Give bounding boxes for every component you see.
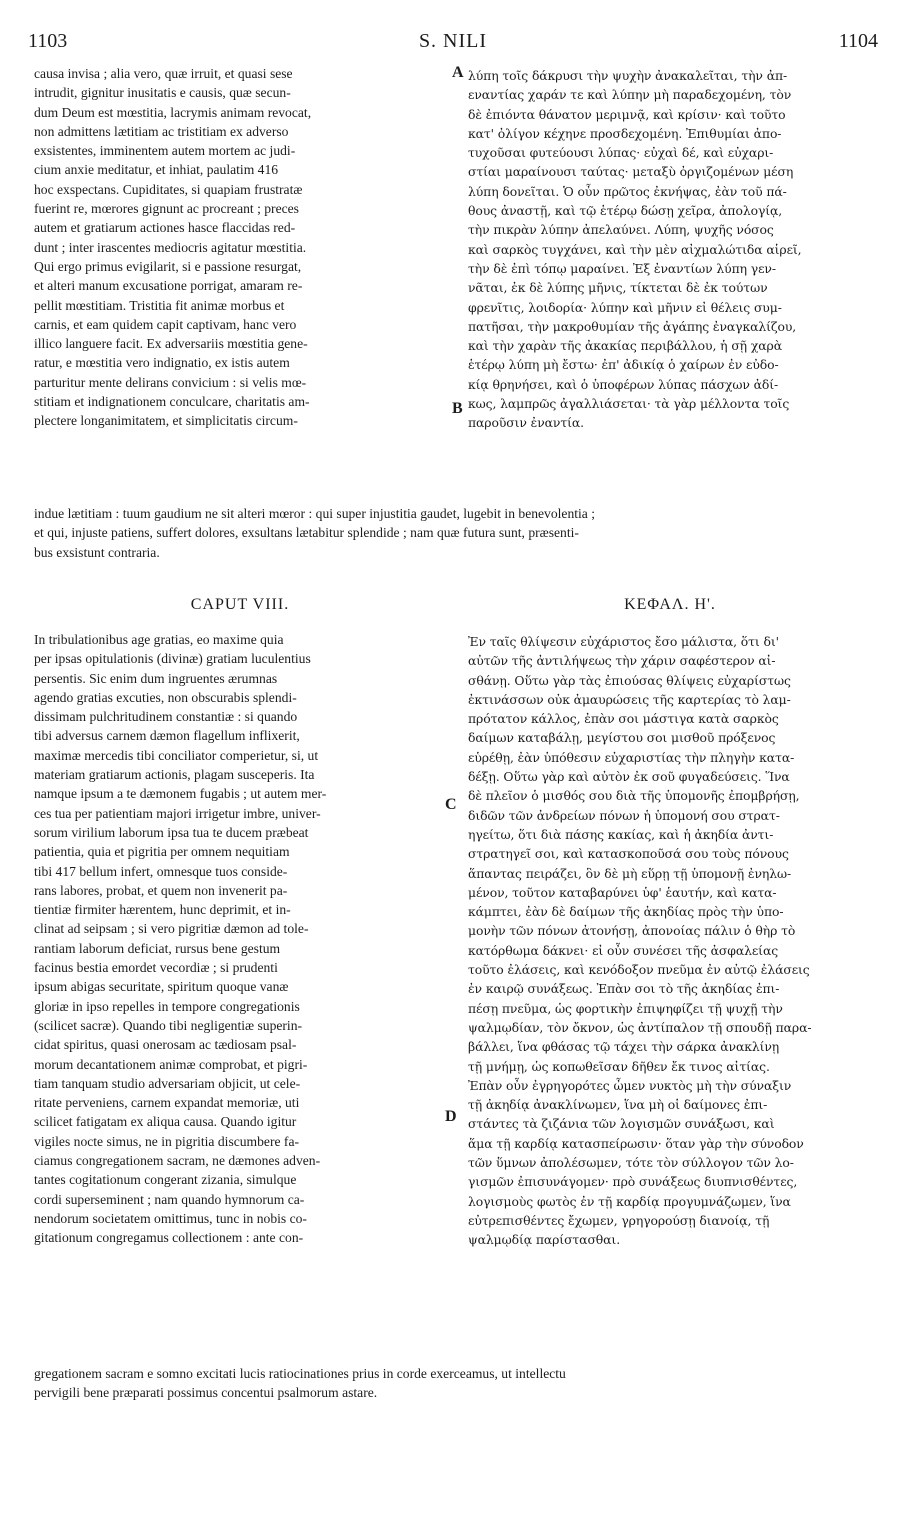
text-line: καὶ σαρκὸς τυγχάνει, καὶ τὴν μὲν αἰχμαλώτιδα αἱρεῖ,	[468, 241, 802, 257]
text-line: morum decantationem animæ comprobat, et pigri-	[34, 1056, 308, 1072]
text-line: γισμῶν ἐπισυνάγομεν· πρὸ συνάξεως διυπνισθέντες,	[468, 1174, 798, 1190]
text-line: dissimam pulchritudinem constantiæ : si quando	[34, 709, 298, 725]
text-line: cium anxie meditatur, et inhiat, paulatim 416	[34, 162, 279, 178]
text-line: gitationum congregamus collectionem : ante con-	[34, 1230, 304, 1246]
text-line: cidat spiritus, quasi onerosam ac tædiosam psal-	[34, 1037, 297, 1053]
text-line: ces tua per patientiam majori irrigetur imbre, univer-	[34, 805, 321, 821]
full-width-text-1	[34, 504, 874, 562]
text-line: κατ' ὀλίγον κέχηνε προσδεχομένη. Ἐπιθυμίαι ἀπο-	[468, 125, 782, 141]
text-line: στίαι μαραίνουσι ταύτας· μεταξὺ ὀργιζομένων μέση	[468, 164, 794, 180]
text-line: τῇ ἀκηδίᾳ ἀνακλίνωμεν, ἵνα μὴ οἱ δαίμονες ἐπι-	[468, 1097, 768, 1113]
text-line: namque ipsum a te dæmonem fugabis ; ut autem mer-	[34, 786, 327, 802]
text-line: dunt ; inter irascentes mediocris agitatur mœstitia.	[34, 239, 307, 255]
text-line: τοῦτο ἐλάσεις, καὶ κενόδοξον πνεῦμα ἐν αὐτῷ ἐλάσεις	[468, 962, 810, 978]
text-line: et alteri manum excusatione porrigat, amaram re-	[34, 278, 303, 294]
text-line: τυχοῦσαι φυτεύουσι λύπας· εὐχαὶ δέ, καὶ εὐχαρι-	[468, 145, 774, 161]
text-line: δέξῃ. Οὕτω γὰρ καὶ αὐτὸν ἐκ σοῦ φυγαδεύσεις. Ἵνα	[468, 769, 790, 785]
text-line: τῇ μνήμῃ, ὡς κοπωθεῖσαν δῆθεν ἔκ τινος αἰτίας.	[468, 1058, 770, 1074]
text-line: bus exsistunt contraria.	[34, 544, 160, 560]
text-line: clinat ad seipsam ; si vero pigritiæ dæmon ad tole-	[34, 921, 309, 937]
text-line: parturitur mente delirans convicium : si velis mœ-	[34, 374, 307, 390]
text-line: θους ἀναστῇ, καὶ τῷ ἑτέρῳ δώσῃ χεῖρα, ἀπολογίᾳ,	[468, 203, 783, 219]
text-line: ἅπαντας πειράζει, ὃν δὲ μὴ εὕρῃ τῇ ὑπομονῇ ἐνηλω-	[468, 865, 792, 881]
text-line: κατόρθωμα δάκνει· εἰ οὖν συνέσει τῆς ἀσφαλείας	[468, 942, 779, 958]
text-line: εναντίας χαράν τε καὶ λύπην μὴ παραδεχομένη, τὸν	[468, 87, 792, 103]
text-line: τὴν δὲ ἐπὶ τόπῳ μαραίνει. Ἐξ ἐναντίων λύπη γεν-	[468, 260, 776, 276]
margin-letter-a: A	[452, 64, 464, 81]
text-line: gloriæ in ipso repelles in tempore congregationis	[34, 998, 300, 1014]
text-line: patientia, quia et pigritia per omnem nequitiam	[34, 844, 290, 860]
text-line: ψαλμῳδίαν, τὸν ὄκνον, ὡς ἀντίπαλον τῇ σπουδῇ παρα-	[468, 1019, 812, 1035]
text-line: illico languere facit. Ex adversariis mœstitia gene-	[34, 336, 308, 352]
margin-letter-c: C	[445, 796, 457, 813]
text-line: ψαλμῳδίᾳ παρίστασθαι.	[468, 1232, 621, 1248]
text-line: εὐτρεπισθέντες ἔχωμεν, γρηγορούσῃ διανοίᾳ, τῇ	[468, 1212, 770, 1228]
text-line: rans labores, probat, et quem non invenerit pa-	[34, 882, 288, 898]
text-line: πέσῃ πνεῦμα, ὡς φορτικὴν ἐπιψηφίζει τῇ ψυχῇ τὴν	[468, 1000, 783, 1016]
text-line: ἐν καιρῷ συνάξεως. Ἐπὰν σοι τὸ τῆς ἀκηδίας ἐπι-	[468, 981, 780, 997]
text-line: tientiæ firmiter hærentem, hunc deprimit, et in-	[34, 902, 291, 918]
text-line: αὐτῶν τῆς ἀντιλήψεως τὴν χάριν σαφέστερον αἰ-	[468, 653, 776, 669]
text-line: hoc exspectans. Cupiditates, si quapiam frustratæ	[34, 181, 303, 197]
text-line: λύπη τοῖς δάκρυσι τὴν ψυχὴν ἀνακαλεῖται, τὴν ἀπ-	[468, 68, 788, 83]
text-line: non admittens lætitiam ac tristitiam ex adverso	[34, 123, 289, 139]
text-line: intrudit, gignitur inusitatis e causis, quæ secun-	[34, 85, 291, 101]
text-line: materiam gratiarum actionis, plagam susceperis. Ita	[34, 767, 315, 783]
running-title: S. NILI	[418, 30, 488, 52]
page-number-right: 1104	[838, 30, 878, 52]
text-line: rantiam laborum deficiat, rursus bene gestum	[34, 940, 281, 956]
text-line: dum Deum est mœstitia, lacrymis animam revocat,	[34, 104, 312, 120]
text-line: δὲ ἐπιόντα θάνατον μεριμνᾷ, καὶ κρίσιν· καὶ τοῦτο	[468, 106, 786, 122]
text-line: στρατηγεῖ σοι, καὶ κατασκοποῦσά σου τοὺς πόνους	[468, 846, 789, 862]
text-line: agendo gratias excuties, non obscurabis splendi-	[34, 689, 297, 705]
text-line: facinus bestia emordet vecordiæ ; si prudenti	[34, 960, 278, 976]
greek-column-2	[468, 632, 872, 1250]
text-line: παροῦσιν ἐναντία.	[468, 415, 584, 431]
text-line: φρενῖτις, λοιδορία· λύπην καὶ μῆνιν εἰ θέλεις συμ-	[468, 299, 782, 315]
text-line: κίᾳ θρηνήσει, καὶ ὁ ὑποφέρων λύπας πάσχων ἀδί-	[468, 376, 779, 392]
text-line: Ἐν ταῖς θλίψεσιν εὐχάριστος ἔσο μάλιστα, ὅτι δι'	[468, 634, 779, 649]
margin-letter-b: B	[452, 400, 463, 417]
full-width-text-2	[34, 1364, 874, 1403]
page-number-left: 1103	[28, 30, 68, 52]
text-line: ipsum abigas securitate, spiritum quoque vanæ	[34, 979, 289, 995]
latin-column-1	[34, 64, 446, 431]
text-line: tantes cogitationum congerant zizania, simulque	[34, 1172, 297, 1188]
text-line: ritate perveniens, carnem expandat memoriæ, uti	[34, 1095, 300, 1111]
text-line: ratur, e mœstitia vero indignatio, ex istis autem	[34, 355, 290, 371]
text-line: βάλλει, ἵνα φθάσας τῷ τάχει τὴν σάρκα ἀνακλίνῃ	[468, 1039, 780, 1055]
text-line: Ἐπὰν οὖν ἐγρηγορότες ὦμεν νυκτὸς μὴ τὴν σύναξιν	[468, 1077, 792, 1093]
page-header	[28, 30, 878, 60]
text-line: ciamus congregationem sacram, ne dæmones adven-	[34, 1153, 321, 1169]
text-line: per ipsas opitulationis (divinæ) gratiam luculentius	[34, 651, 311, 667]
latin-column-2	[34, 630, 446, 1248]
text-line: vigiles nocte simus, ne in pigritia discumbere fa-	[34, 1133, 300, 1149]
text-line: sorum virilium laborum ipsa tua te ducem præbeat	[34, 824, 309, 840]
text-line: pervigili bene præparati possimus concentui psalmorum astare.	[34, 1385, 378, 1401]
text-line: μένον, τοῦτον καταβαρύνει ὑφ' ἑαυτήν, καὶ κατα-	[468, 884, 777, 900]
text-line: tiam tanquam studio adversariam objicit, ut cele-	[34, 1075, 301, 1091]
text-line: stitiam et indignationem conculcare, charitatis am-	[34, 394, 310, 410]
text-line: scilicet fatigatam ex aliqua causa. Quando igitur	[34, 1114, 297, 1130]
text-line: plectere longanimitatem, et simplicitatis circum-	[34, 413, 298, 429]
text-line: tibi 417 bellum infert, omnesque tuos conside-	[34, 863, 288, 879]
text-line: λογισμοὺς φωτὸς ἐν τῇ καρδίᾳ προγυμνάζωμεν, ἵνα	[468, 1193, 791, 1209]
text-line: στάντες τὰ ζιζάνια τῶν λογισμῶν συνάξωσι, καὶ	[468, 1116, 775, 1132]
latin-chapter-title: CAPUT VIII.	[190, 596, 290, 613]
text-line: persentis. Sic enim dum ingruentes ærumnas	[34, 670, 278, 686]
text-line: et qui, injuste patiens, suffert dolores, exsultans lætabitur splendide ; nam quæ futura sunt, præsenti-	[34, 525, 579, 541]
text-line: τὴν πικρὰν λύπην ἀπελαύνει. Λύπη, ψυχῆς νόσος	[468, 222, 774, 238]
text-line: indue lætitiam : tuum gaudium ne sit alteri mœror : qui super injustitia gaudet, lugebit in benevolentia ;	[34, 506, 596, 521]
greek-chapter-title: ΚΕΦΑΛ. Η'.	[624, 596, 716, 613]
text-line: Qui ergo primus evigilarit, si e passione resurgat,	[34, 258, 302, 274]
greek-column-1	[468, 66, 872, 433]
text-line: pellit mœstitiam. Tristitia fit animæ morbus et	[34, 297, 285, 313]
text-line: νᾶται, ἐκ δὲ λύπης μῆνις, τίκτεται δὲ ἐκ τούτων	[468, 280, 768, 296]
text-line: tibi adversus carnem dæmon flagellum inflixerit,	[34, 728, 300, 744]
text-line: causa invisa ; alia vero, quæ irruit, et quasi sese	[34, 66, 293, 81]
margin-letter-d: D	[445, 1108, 457, 1125]
text-line: autem et gratiarum actiones hasce flaccidas red-	[34, 220, 296, 236]
text-line: nendorum societatem omittimus, tunc in nobis co-	[34, 1210, 307, 1226]
text-line: (scilicet sacræ). Quando tibi negligentiæ superin-	[34, 1017, 303, 1033]
text-line: ἐκτινάσσων οὐκ ἀμαυρώσεις τῆς καρτερίας τὸ λαμ-	[468, 691, 791, 707]
text-line: gregationem sacram e somno excitati lucis ratiocinationes prius in corde exerceamus, ut intellectu	[34, 1366, 566, 1381]
text-line: ηγείτω, ὅτι διὰ πάσης κακίας, καὶ ἡ ἀκηδία ἀντι-	[468, 826, 774, 842]
text-line: ἅμα τῇ καρδίᾳ κατασπείρωσιν· ὅταν γὰρ τὴν σύνοδον	[468, 1135, 804, 1151]
text-line: In tribulationibus age gratias, eo maxime quia	[34, 632, 284, 647]
text-line: κάμπτει, ἐὰν δὲ δαίμων τῆς ἀκηδίας πρὸς τὴν ὑπο-	[468, 904, 784, 920]
text-line: διδῶν τῶν ἀνδρείων πόνων ἡ ὑπομονή σου στρατ-	[468, 807, 780, 823]
text-line: μονὴν τῶν πόνων ἀτονήσῃ, ἀπονοίας πάλιν ὁ θὴρ τὸ	[468, 923, 796, 939]
text-line: δαίμων καταβάλῃ, μεγίστου σοι μισθοῦ πρόξενος	[468, 730, 776, 746]
text-line: ἑτέρῳ λύπη μὴ ἔστω· ἐπ' ἀδικίᾳ ὁ χαίρων ἐν εὐδο-	[468, 357, 779, 373]
text-line: σθάνῃ. Οὕτω γὰρ τὰς ἐπιούσας θλίψεις εὐχαρίστως	[468, 672, 791, 688]
text-line: cordi superseminent ; nam quando hymnorum ca-	[34, 1191, 305, 1207]
text-line: maximæ mercedis tibi conciliator comperietur, si, ut	[34, 747, 319, 763]
text-line: exsistentes, imminentem autem mortem ac judi-	[34, 143, 296, 159]
text-line: δὲ πλεῖον ὁ μισθός σου διὰ τῆς ὑπομονῆς ἐπομβρήσῃ,	[468, 788, 800, 804]
text-line: carnis, et eam quidem capit captivam, hanc vero	[34, 316, 297, 332]
text-line: λύπη δονεῖται. Ὁ οὖν πρῶτος ἐκνήψας, ἐὰν τοῦ πά-	[468, 183, 787, 199]
text-line: τῶν ὕμνων ἀπολέσωμεν, τότε τὸν σύλλογον τῶν λο-	[468, 1155, 794, 1171]
text-line: κως, λαμπρῶς ἀγαλλιάσεται· τὰ γὰρ μέλλοντα τοῖς	[468, 396, 790, 412]
text-line: fuerint re, mœrores gignunt ac procreant ; preces	[34, 201, 299, 217]
text-line: καὶ τὴν χαρὰν τῆς ἀκακίας περιβάλλου, ἡ σῇ χαρὰ	[468, 338, 782, 354]
text-line: πατῆσαι, τὴν μακροθυμίαν τῆς ἀγάπης ἐναγκαλίζου,	[468, 318, 797, 334]
text-line: πρότατον κάλλος, ἐπὰν σοι μάστιγα κατὰ σαρκὸς	[468, 711, 779, 727]
text-line: εὑρέθῃ, ἐὰν ὑπόθεσιν εὐχαριστίας τὴν πληγὴν κατα-	[468, 749, 795, 765]
